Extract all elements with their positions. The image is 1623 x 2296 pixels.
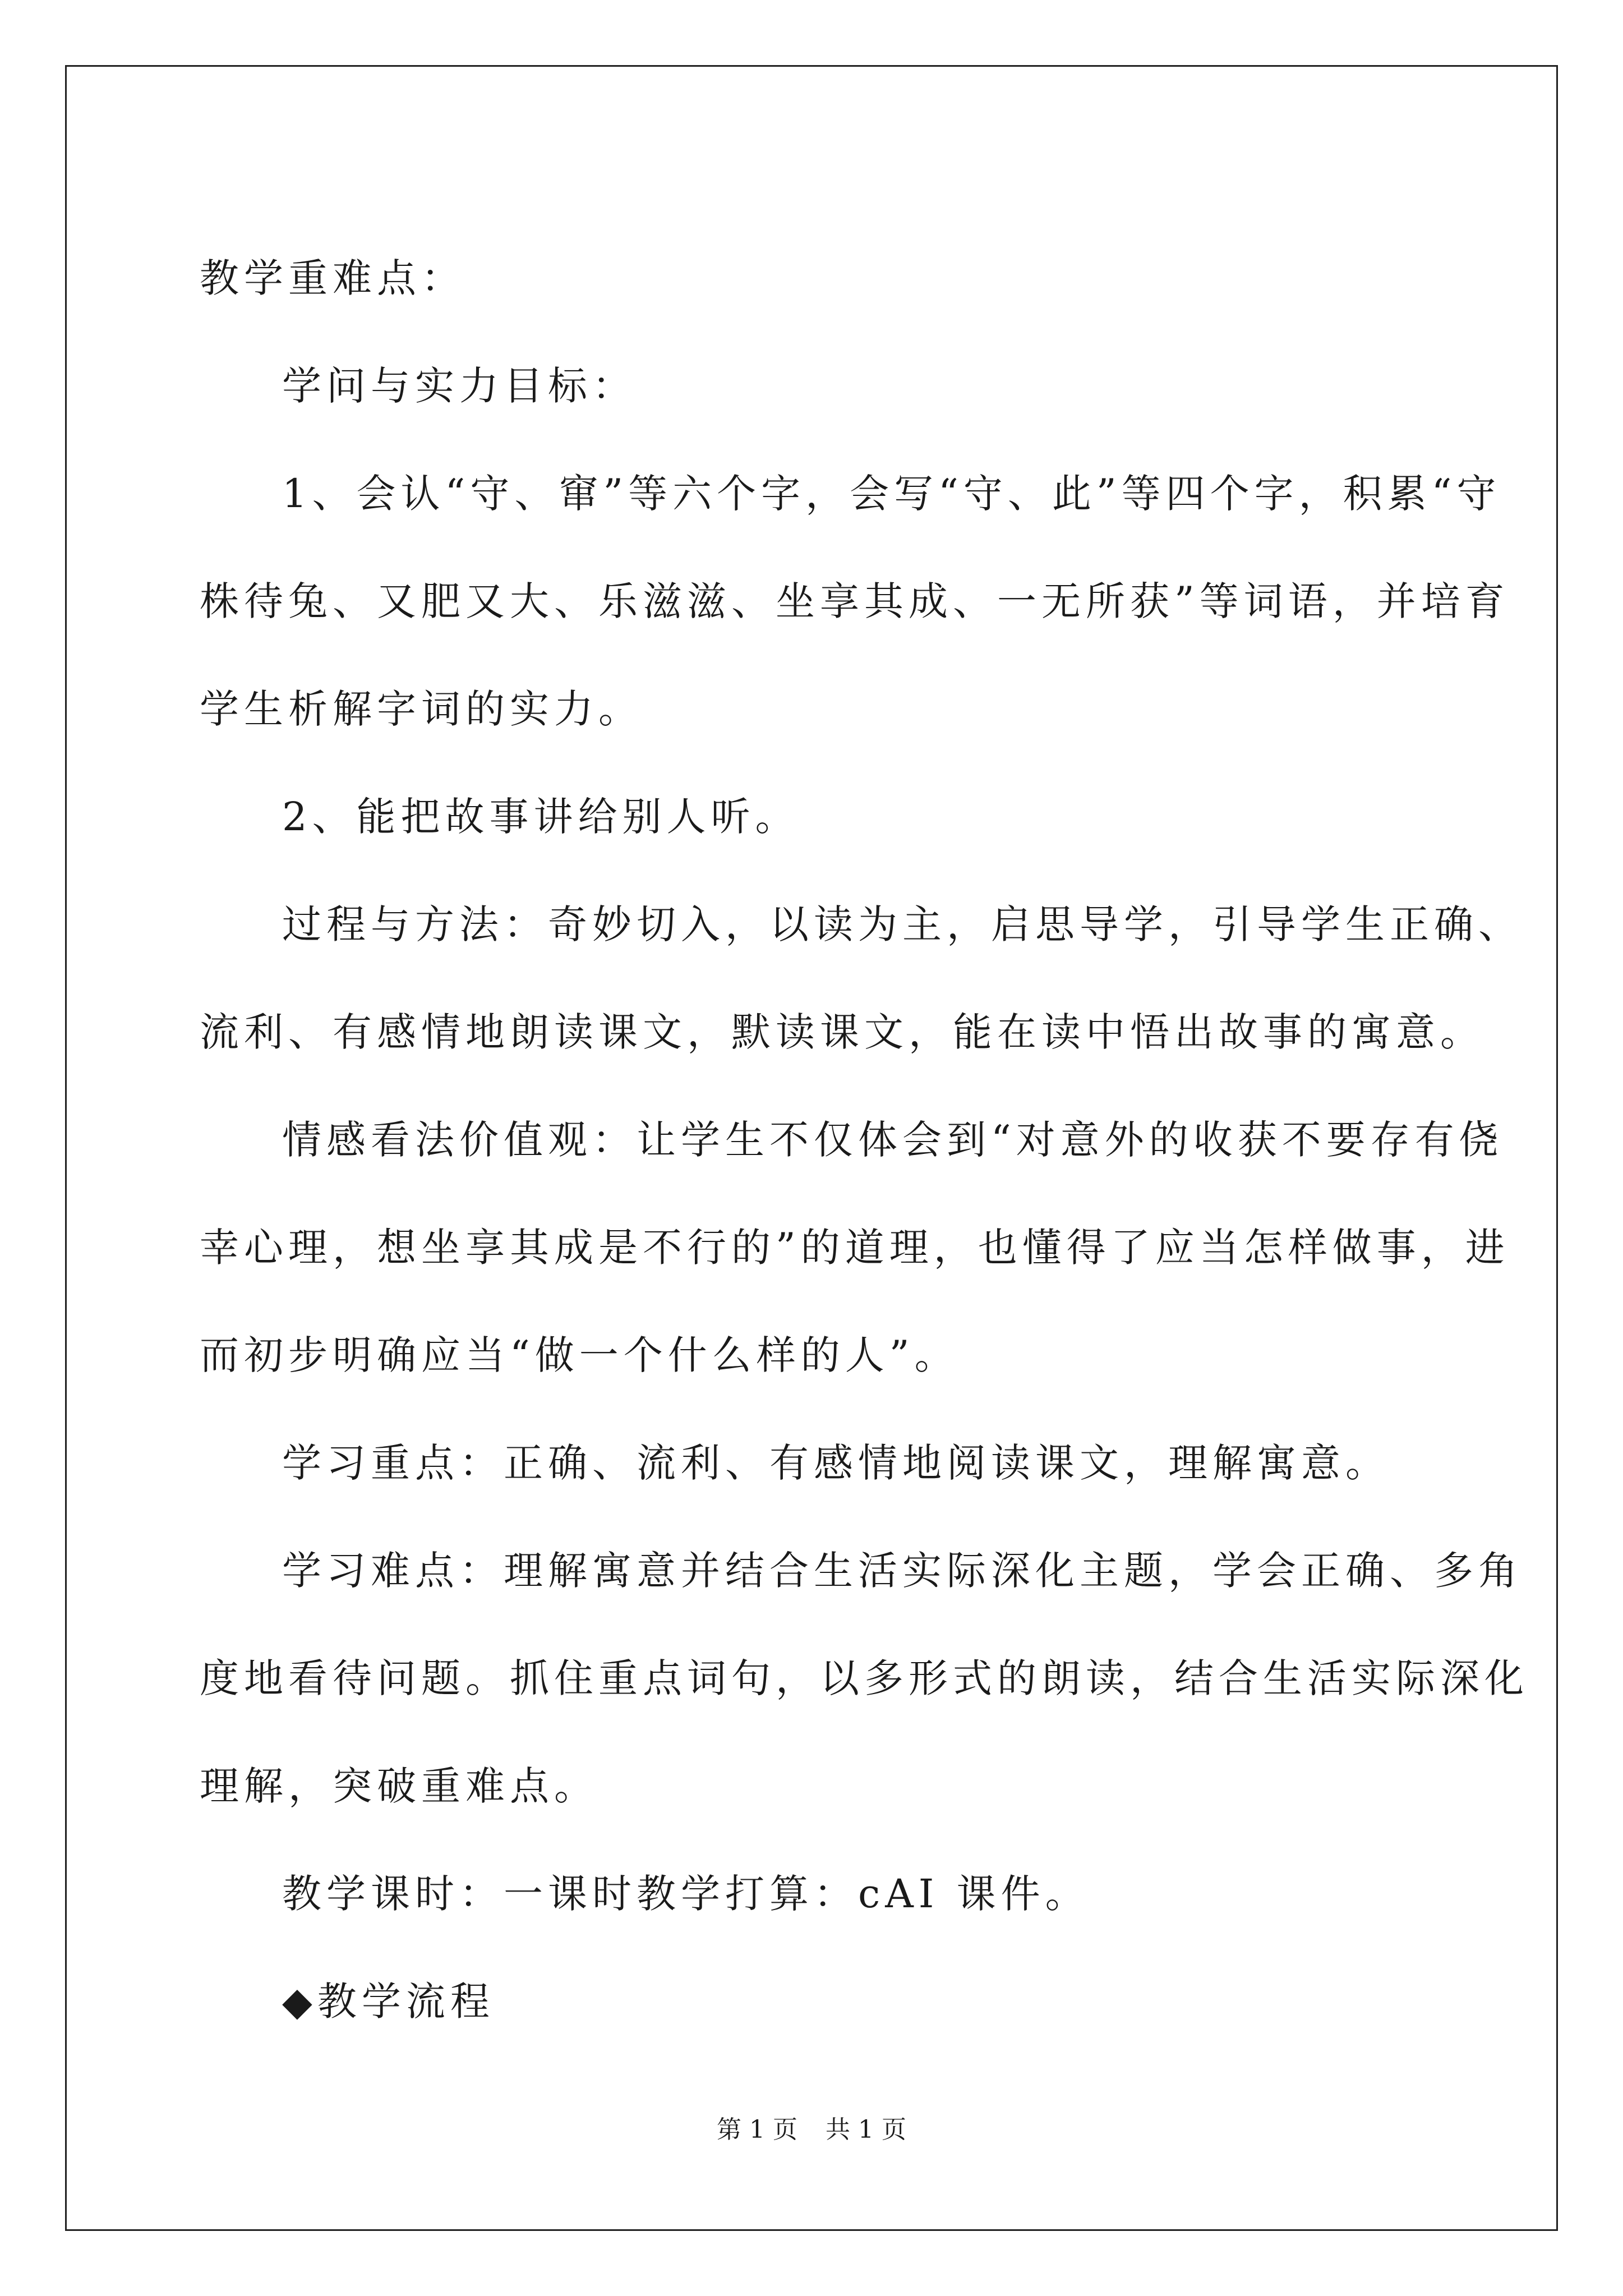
- bullet-text: 教学流程: [317, 1978, 495, 2024]
- paragraph-2-line-1: 2、能把故事讲给别人听。: [282, 794, 800, 840]
- paragraph-1-line-3: 学生析解字词的实力。: [200, 686, 643, 732]
- paragraph-difficulty-line-3: 理解，突破重难点。: [200, 1763, 598, 1809]
- paragraph-process-line-1: 过程与方法：奇妙切入，以读为主，启思导学，引导学生正确、: [282, 901, 1523, 947]
- diamond-bullet-icon: ◆: [282, 1978, 317, 2024]
- paragraph-process-line-2: 流利、有感情地朗读课文，默读课文，能在读中悟出故事的寓意。: [200, 1009, 1484, 1055]
- page-number-current: 第 1 页: [717, 2115, 797, 2144]
- paragraph-difficulty-line-2: 度地看待问题。抓住重点词句，以多形式的朗读，结合生活实际深化: [200, 1655, 1529, 1701]
- section-heading: 教学重难点：: [200, 255, 465, 301]
- paragraph-1-line-2: 株待兔、又肥又大、乐滋滋、坐享其成、一无所获”等词语，并培育: [200, 578, 1510, 624]
- paragraph-difficulty-line-1: 学习难点：理解寓意并结合生活实际深化主题，学会正确、多角: [282, 1548, 1523, 1594]
- bullet-teaching-process: [200, 1948, 1433, 2055]
- paragraph-emotion-line-1: 情感看法价值观：让学生不仅体会到“对意外的收获不要存有侥: [282, 1117, 1504, 1163]
- paragraph-class-hours: 教学课时：一课时教学打算：cAI 课件。: [282, 1871, 1090, 1917]
- page-footer: [0, 2109, 1623, 2145]
- paragraph-emotion-line-2: 幸心理，想坐享其成是不行的”的道理，也懂得了应当怎样做事，进: [200, 1225, 1510, 1271]
- paragraph-goal-title: 学问与实力目标：: [282, 363, 637, 409]
- paragraph-key-point: 学习重点：正确、流利、有感情地阅读课文，理解寓意。: [282, 1440, 1390, 1486]
- page-number-total: 共 1 页: [826, 2115, 906, 2144]
- paragraph-1-line-1: 1、会认“守、窜”等六个字，会写“守、此”等四个字，积累“守: [282, 471, 1501, 517]
- document-body: [200, 224, 1529, 2055]
- paragraph-emotion-line-3: 而初步明确应当“做一个什么样的人”。: [200, 1332, 959, 1378]
